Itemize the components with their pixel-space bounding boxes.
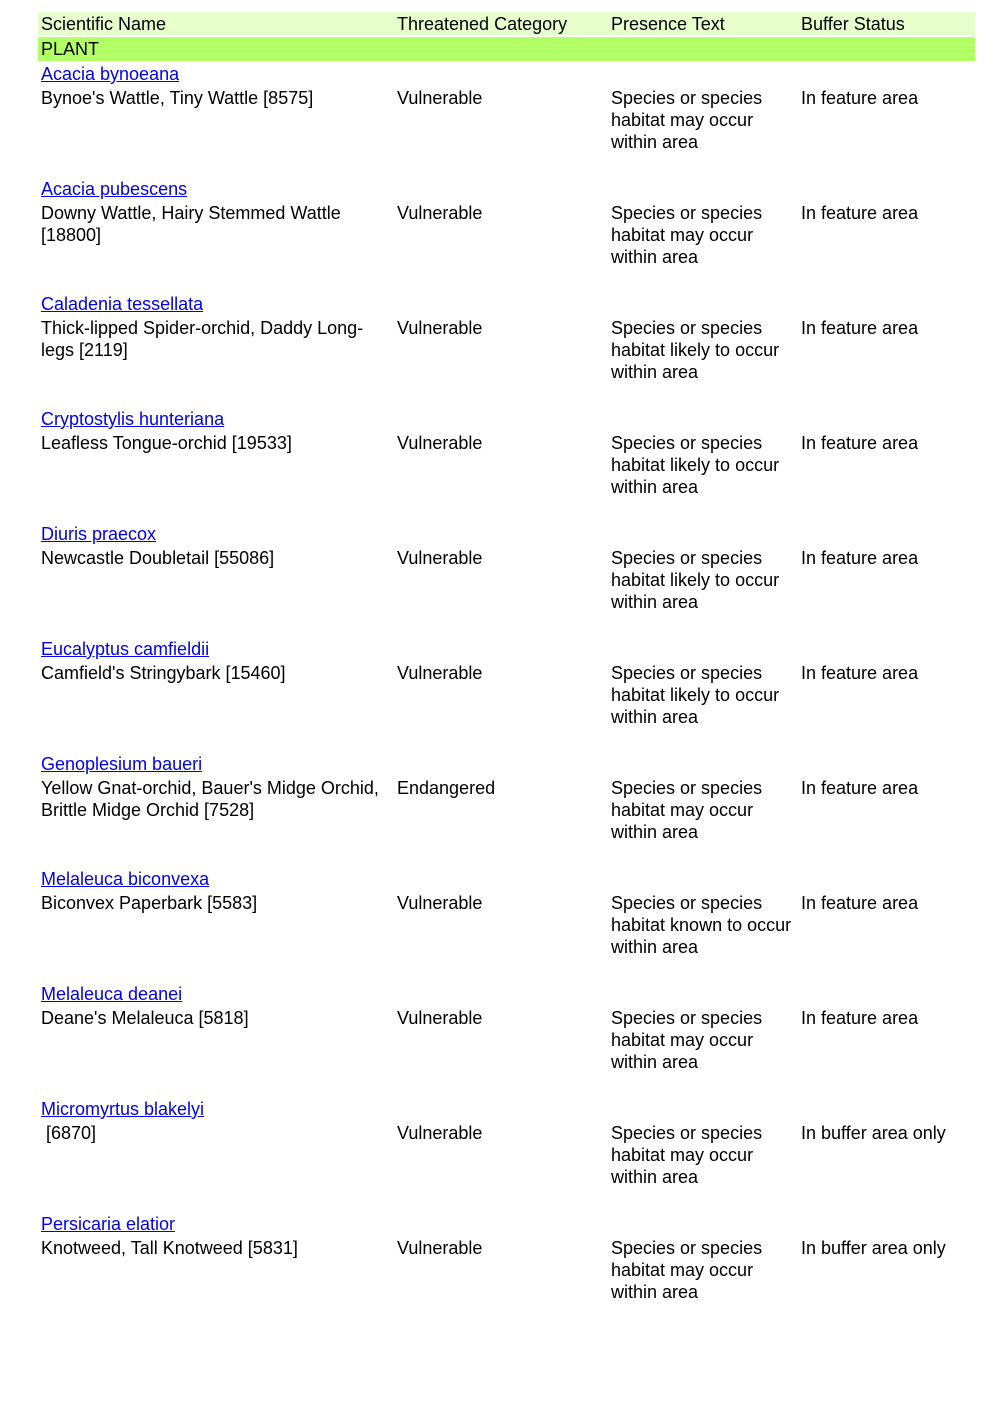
threatened-category: Vulnerable: [397, 433, 483, 453]
buffer-status: In feature area: [801, 203, 919, 223]
table-row: [38, 867, 975, 982]
presence-text: Species or species habitat likely to occur within area: [611, 663, 780, 727]
common-name: Bynoe's Wattle, Tiny Wattle [8575]: [41, 88, 314, 108]
threatened-category: Vulnerable: [397, 318, 483, 338]
common-name: [6870]: [41, 1123, 97, 1143]
common-name: Leafless Tongue-orchid [19533]: [41, 433, 292, 453]
buffer-status: In buffer area only: [801, 1238, 946, 1258]
threatened-category: Vulnerable: [397, 663, 483, 683]
threatened-category: Vulnerable: [397, 1008, 483, 1028]
presence-text: Species or species habitat may occur within area: [611, 203, 763, 267]
buffer-status: In feature area: [801, 433, 919, 453]
presence-text: Species or species habitat may occur within area: [611, 778, 763, 842]
presence-text: Species or species habitat may occur within area: [611, 1238, 763, 1302]
presence-text: Species or species habitat may occur within area: [611, 88, 763, 152]
scientific-name-link[interactable]: Micromyrtus blakelyi: [41, 1099, 205, 1119]
presence-text: Species or species habitat likely to occur within area: [611, 433, 780, 497]
species-list: [38, 62, 975, 1327]
threatened-category: Vulnerable: [397, 203, 483, 223]
buffer-status: In feature area: [801, 88, 919, 108]
table-row: [38, 62, 975, 177]
common-name: Downy Wattle, Hairy Stemmed Wattle [18800]: [41, 203, 341, 245]
presence-text: Species or species habitat likely to occur within area: [611, 318, 780, 382]
header-scientific-name: Scientific Name: [41, 14, 167, 34]
group-label: PLANT: [41, 39, 100, 59]
buffer-status: In buffer area only: [801, 1123, 946, 1143]
scientific-name-link[interactable]: Melaleuca biconvexa: [41, 869, 210, 889]
buffer-status: In feature area: [801, 663, 919, 683]
table-row: [38, 177, 975, 292]
common-name: Thick-lipped Spider-orchid, Daddy Long-legs [2119]: [41, 318, 364, 360]
threatened-category: Vulnerable: [397, 1238, 483, 1258]
table-row: [38, 407, 975, 522]
presence-text: Species or species habitat known to occur within area: [611, 893, 792, 957]
header-presence-text: Presence Text: [611, 14, 725, 34]
buffer-status: In feature area: [801, 1008, 919, 1028]
table-row: [38, 752, 975, 867]
scientific-name-link[interactable]: Diuris praecox: [41, 524, 157, 544]
table-row: [38, 982, 975, 1097]
threatened-category: Vulnerable: [397, 88, 483, 108]
scientific-name-link[interactable]: Melaleuca deanei: [41, 984, 183, 1004]
common-name: Camfield's Stringybark [15460]: [41, 663, 286, 683]
buffer-status: In feature area: [801, 548, 919, 568]
common-name: Knotweed, Tall Knotweed [5831]: [41, 1238, 298, 1258]
scientific-name-link[interactable]: Caladenia tessellata: [41, 294, 204, 314]
scientific-name-link[interactable]: Cryptostylis hunteriana: [41, 409, 225, 429]
scientific-name-link[interactable]: Acacia pubescens: [41, 179, 188, 199]
threatened-category: Vulnerable: [397, 1123, 483, 1143]
table-row: [38, 292, 975, 407]
buffer-status: In feature area: [801, 318, 919, 338]
table-row: [38, 522, 975, 637]
table-row: [38, 1212, 975, 1327]
threatened-category: Vulnerable: [397, 548, 483, 568]
group-heading-plant: [38, 37, 975, 61]
common-name: Deane's Melaleuca [5818]: [41, 1008, 249, 1028]
common-name: Newcastle Doubletail [55086]: [41, 548, 275, 568]
header-threatened-category: Threatened Category: [397, 14, 568, 34]
presence-text: Species or species habitat may occur within area: [611, 1123, 763, 1187]
common-name: Yellow Gnat-orchid, Bauer's Midge Orchid, Brittle Midge Orchid [7528]: [41, 778, 379, 820]
scientific-name-link[interactable]: Persicaria elatior: [41, 1214, 176, 1234]
scientific-name-link[interactable]: Acacia bynoeana: [41, 64, 180, 84]
presence-text: Species or species habitat likely to occur within area: [611, 548, 780, 612]
header-buffer-status: Buffer Status: [801, 14, 905, 34]
table-row: [38, 637, 975, 752]
buffer-status: In feature area: [801, 778, 919, 798]
scientific-name-link[interactable]: Eucalyptus camfieldii: [41, 639, 210, 659]
threatened-category: Vulnerable: [397, 893, 483, 913]
presence-text: Species or species habitat may occur within area: [611, 1008, 763, 1072]
table-header-row: [38, 12, 975, 36]
buffer-status: In feature area: [801, 893, 919, 913]
threatened-category: Endangered: [397, 778, 496, 798]
scientific-name-link[interactable]: Genoplesium baueri: [41, 754, 203, 774]
table-row: [38, 1097, 975, 1212]
common-name: Biconvex Paperbark [5583]: [41, 893, 258, 913]
